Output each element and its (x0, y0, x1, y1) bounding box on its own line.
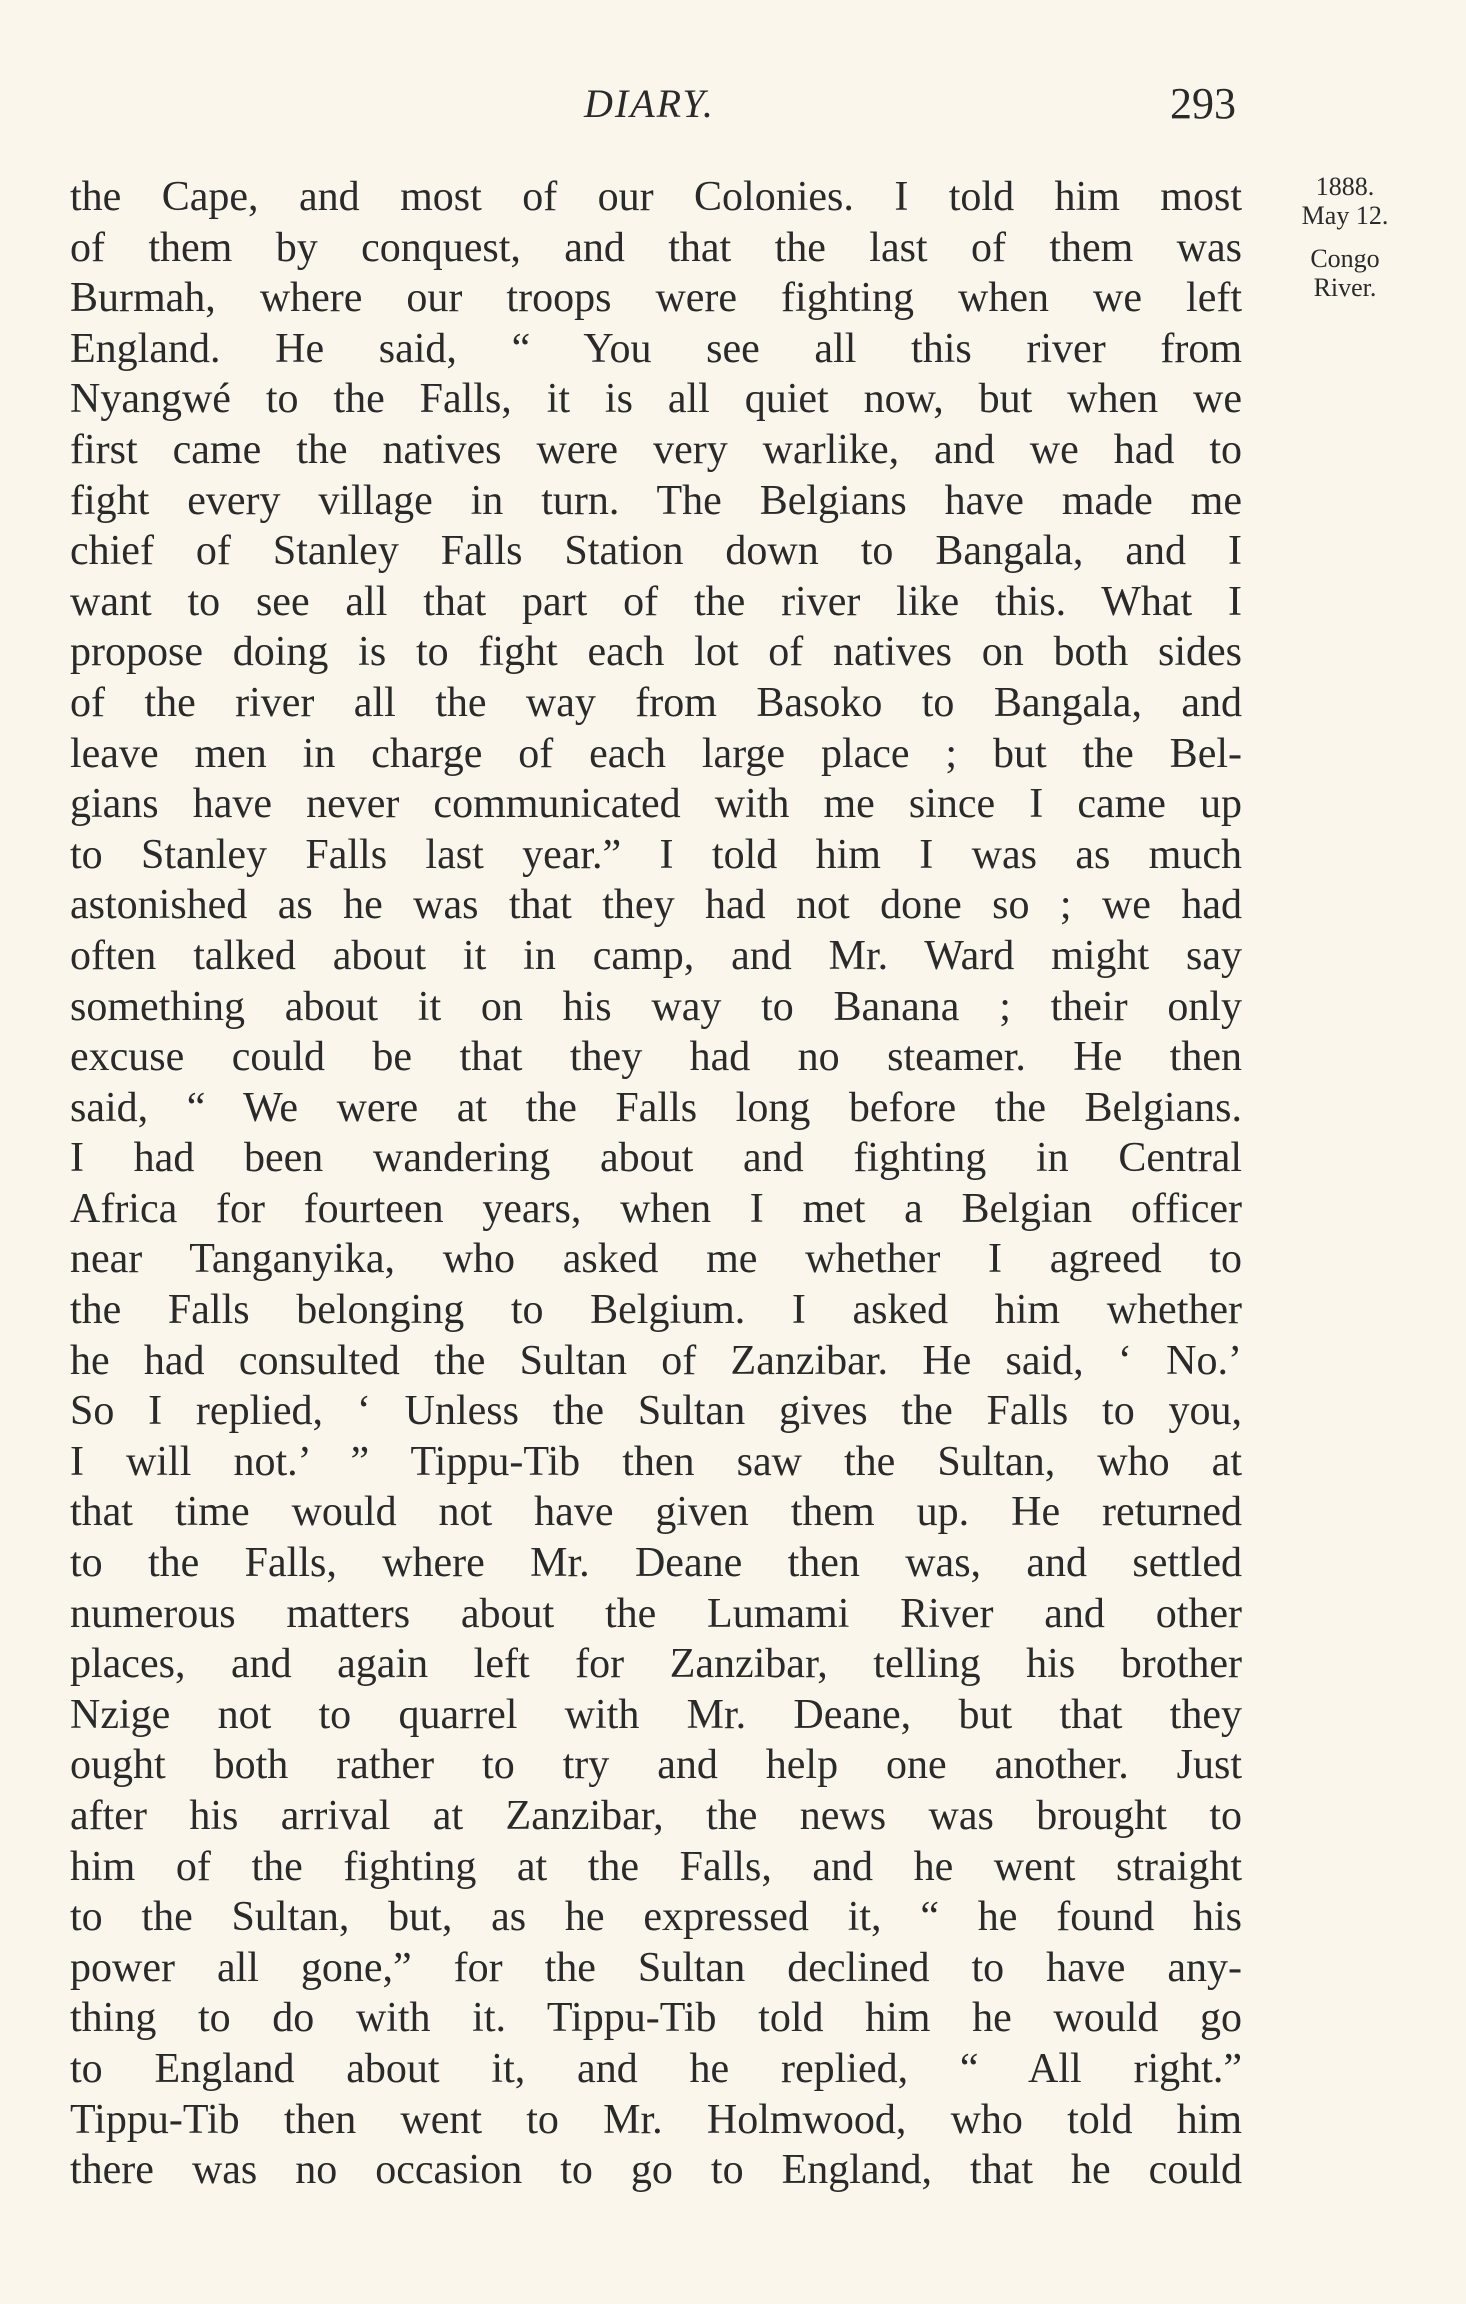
text-line: I had been wandering about and fighting in Central (70, 1135, 1242, 1182)
running-title: DIARY. (584, 81, 715, 126)
margin-note-date: May 12. (1301, 201, 1389, 230)
text-line: numerous matters about the Lumami River and other (70, 1590, 1242, 1637)
margin-note (1270, 172, 1420, 302)
text-line: the Falls belonging to Belgium. I asked him whether (70, 1287, 1242, 1334)
text-line: Nzige not to quarrel with Mr. Deane, but that they (70, 1691, 1242, 1738)
text-line: England. He said, “ You see all this river from (70, 325, 1242, 372)
text-line: leave men in charge of each large place ; but the Bel- (70, 730, 1242, 777)
text-line: astonished as he was that they had not done so ; we had (70, 882, 1242, 929)
text-line: Nyangwé to the Falls, it is all quiet now, but when we (70, 376, 1242, 423)
text-line: something about it on his way to Banana ; their only (70, 983, 1242, 1030)
text-line: power all gone,” for the Sultan declined to have any- (70, 1944, 1242, 1991)
running-head (0, 76, 1466, 136)
text-line: him of the fighting at the Falls, and he went straight (70, 1843, 1242, 1890)
text-line: So I replied, ‘ Unless the Sultan gives the Falls to you, (70, 1388, 1242, 1435)
text-line: that time would not have given them up. He returned (70, 1489, 1242, 1536)
text-line: there was no occasion to go to England, that he could (70, 2147, 1242, 2194)
text-line: want to see all that part of the river like this. What I (70, 578, 1242, 625)
text-line: Burmah, where our troops were fighting when we left (70, 275, 1242, 322)
text-line: fight every village in turn. The Belgians have made me (70, 477, 1242, 524)
margin-note-place: River. (1313, 273, 1377, 302)
text-line: I will not.’ ” Tippu-Tib then saw the Sultan, who at (70, 1438, 1242, 1485)
body-text (70, 172, 1242, 2196)
text-line: gians have never communicated with me since I came up (70, 781, 1242, 828)
text-line: propose doing is to fight each lot of natives on both sides (70, 629, 1242, 676)
margin-note-year: 1888. (1315, 172, 1375, 201)
text-line: to the Sultan, but, as he expressed it, “ he found his (70, 1894, 1242, 1941)
page-number: 293 (1170, 79, 1236, 128)
text-line: he had consulted the Sultan of Zanzibar. He said, ‘ No.’ (70, 1337, 1242, 1384)
text-line: excuse could be that they had no steamer. He then (70, 1034, 1242, 1081)
text-line: to the Falls, where Mr. Deane then was, and settled (70, 1540, 1242, 1587)
text-line: after his arrival at Zanzibar, the news was brought to (70, 1793, 1242, 1839)
text-line: ought both rather to try and help one another. Just (70, 1742, 1242, 1789)
text-line: to England about it, and he replied, “ All right.” (70, 2045, 1242, 2092)
text-line: of them by conquest, and that the last of them was (70, 224, 1242, 271)
text-line: thing to do with it. Tippu-Tib told him he would go (70, 1995, 1242, 2042)
text-line: said, “ We were at the Falls long before the Belgians. (70, 1084, 1242, 1131)
text-line: Africa for fourteen years, when I met a Belgian officer (70, 1185, 1242, 1232)
text-line: places, and again left for Zanzibar, telling his brother (70, 1641, 1242, 1688)
text-line: of the river all the way from Basoko to Bangala, and (70, 679, 1242, 726)
text-line: near Tanganyika, who asked me whether I agreed to (70, 1236, 1242, 1283)
margin-note-place: Congo (1310, 244, 1380, 273)
text-line: the Cape, and most of our Colonies. I told him most (70, 174, 1242, 220)
text-line: chief of Stanley Falls Station down to Bangala, and I (70, 528, 1242, 575)
text-line: first came the natives were very warlike, and we had to (70, 426, 1242, 473)
text-line: to Stanley Falls last year.” I told him I was as much (70, 831, 1242, 878)
text-line: Tippu-Tib then went to Mr. Holmwood, who told him (70, 2096, 1242, 2143)
text-line: often talked about it in camp, and Mr. Ward might say (70, 932, 1242, 979)
